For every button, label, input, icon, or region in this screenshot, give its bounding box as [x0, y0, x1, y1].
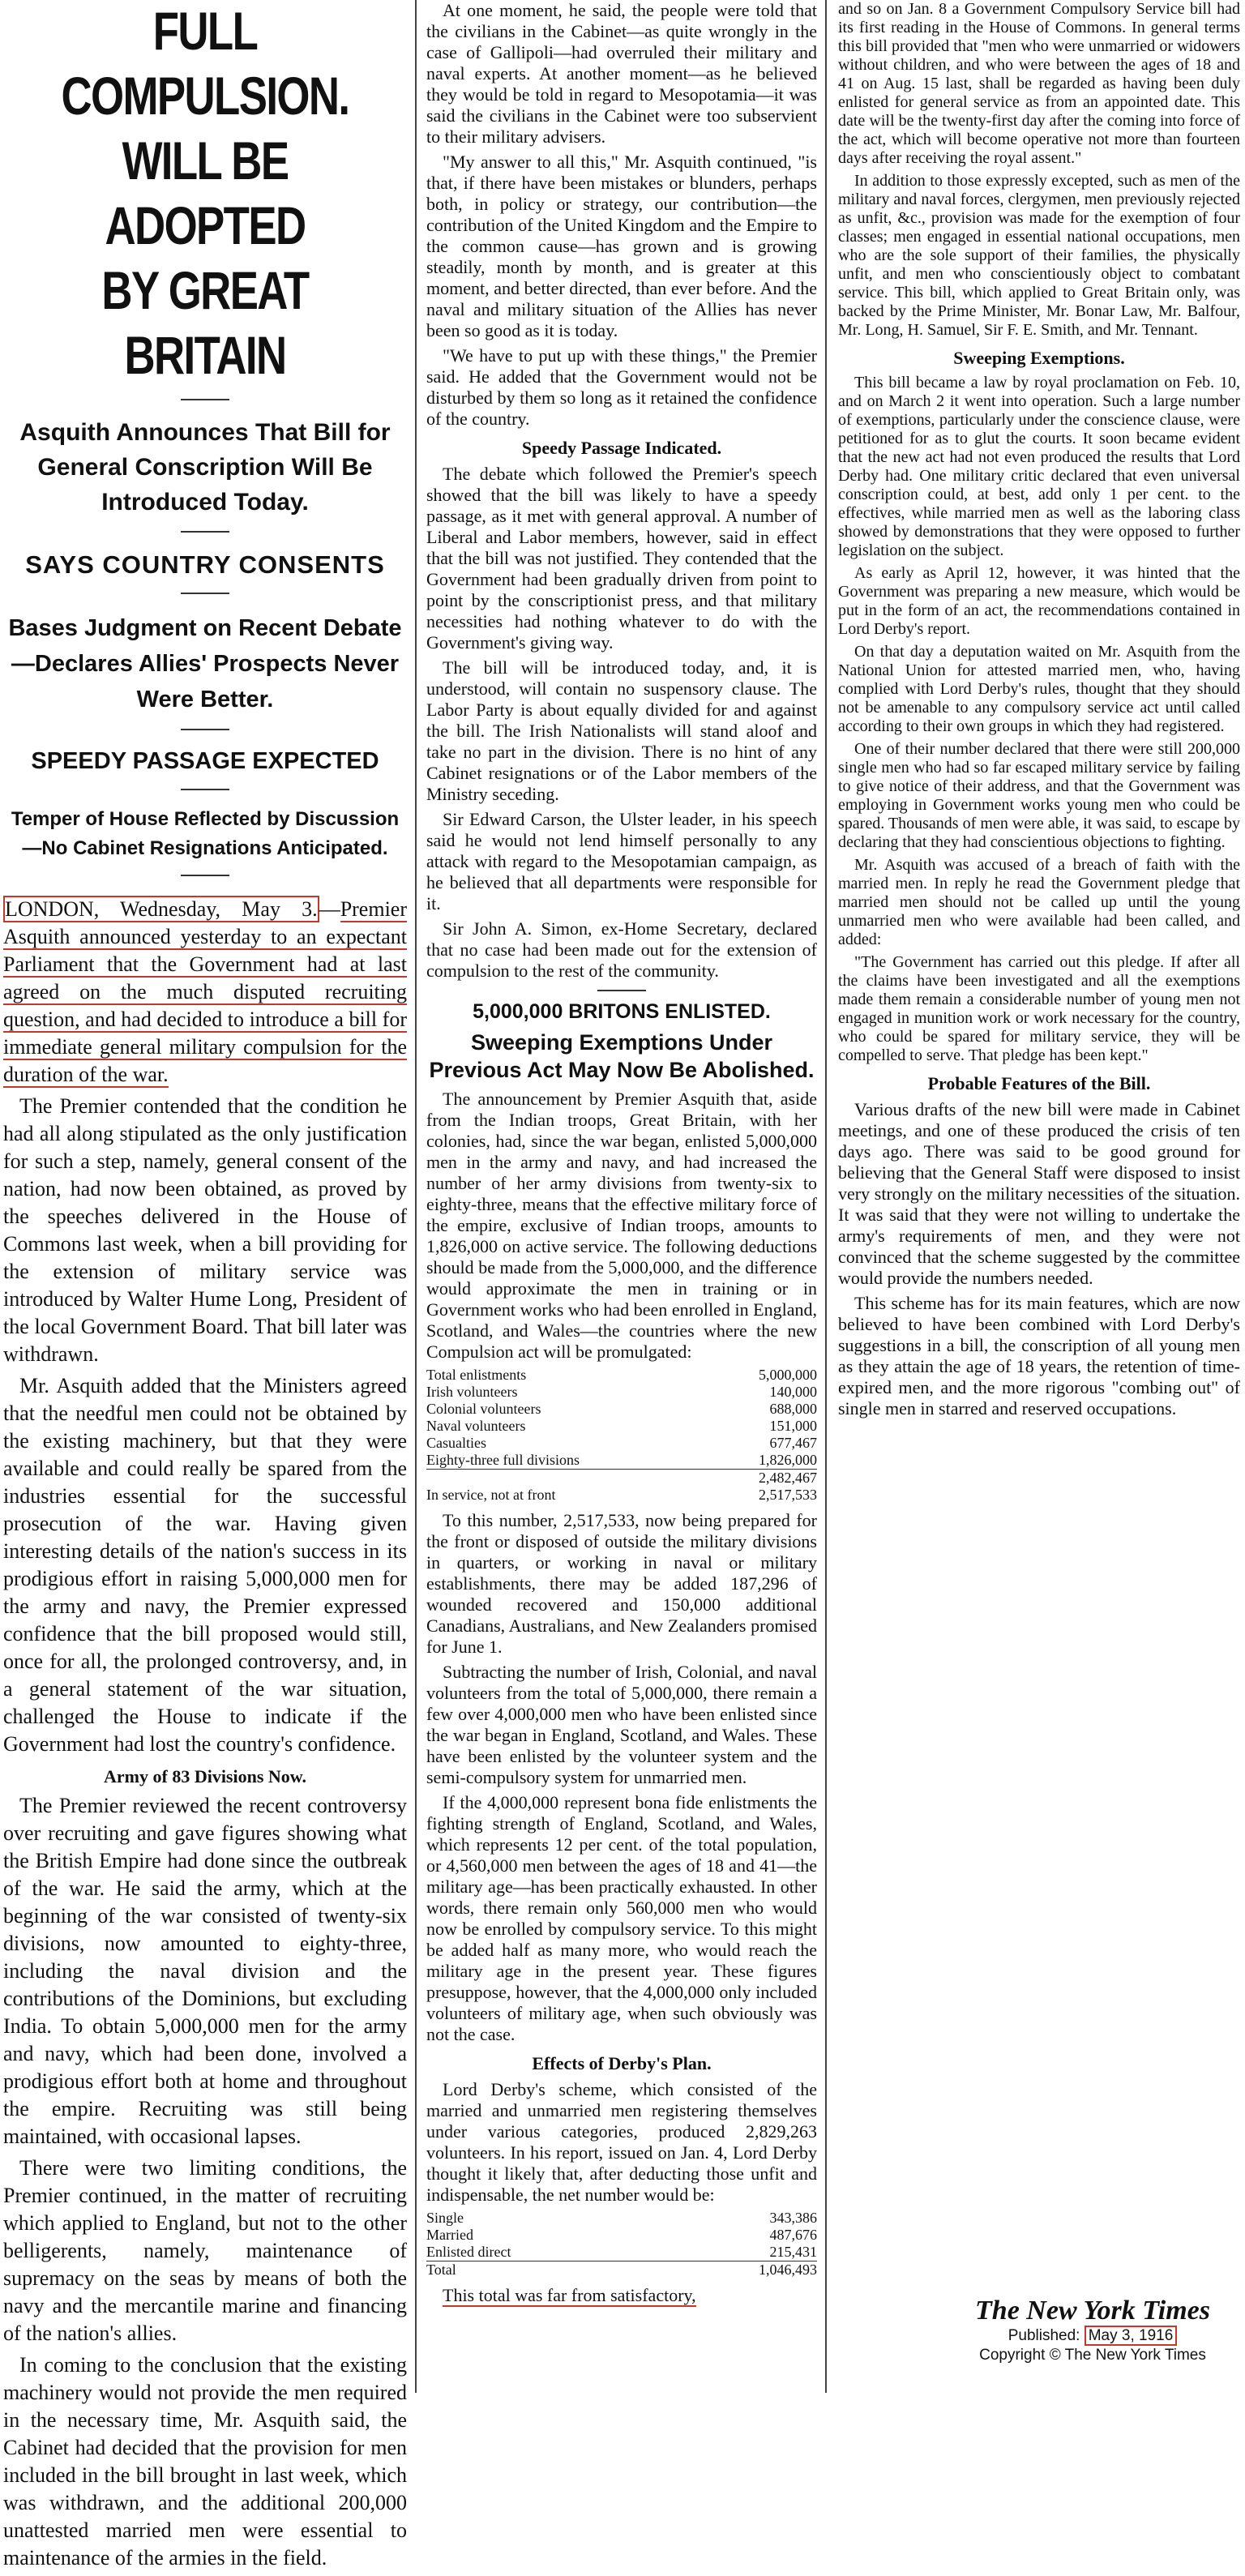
- table-row: [426, 2261, 817, 2279]
- divider: [181, 531, 229, 533]
- derby-table: [426, 2210, 817, 2279]
- table-label: Casualties: [426, 1435, 486, 1451]
- published-line: [940, 2326, 1245, 2346]
- subheading: Army of 83 Divisions Now.: [104, 1766, 306, 1787]
- column-rule-left: [415, 0, 417, 2393]
- nyt-logo: The New York Times: [975, 2296, 1210, 2326]
- deck-1: Asquith Announces That Bill for General Conscription Will Be Introduced Today.: [19, 419, 391, 516]
- section-heading: 5,000,000 BRITONS ENLISTED.: [473, 1000, 771, 1023]
- paragraph: At one moment, he said, the people were told that the civilians in the Cabinet—as quite wrongly in the case of Gallipoli—had overruled their military and naval experts. At another moment—as he believed they would be told in regard to Mesopotamia—it was said the civilians in the Cabinet were too subservient to their military advisers.: [426, 0, 817, 147]
- divider: [181, 729, 229, 730]
- column-rule-right: [825, 0, 827, 2393]
- table-value: 215,431: [769, 2244, 817, 2260]
- table-value: 487,676: [769, 2227, 817, 2243]
- headline-line-3: BY GREAT BRITAIN: [101, 260, 309, 385]
- paragraph: This scheme has for its main features, which are now believed to have been combined with Lord Derby's suggestions in a bill, the conscription of all young men as they attain the age of 18 years, the retention of time-expired men, and the more rigorous "combing out" of single men in starred and reserved occupations.: [838, 1293, 1240, 1419]
- table-label: Colonial volunteers: [426, 1401, 541, 1417]
- table-value: 688,000: [769, 1401, 817, 1417]
- paragraph: "The Government has carried out this pledge. If after all the claims have been investigated and all the exemptions made them remain a considerable number of young men not engaged in munition work or work necessary for the country, who could be spared for military service, they will be compelled to serve. That pledge has been kept.": [838, 953, 1240, 1064]
- table-label: Single: [426, 2210, 464, 2226]
- table-row: [426, 2244, 817, 2261]
- column-1: [0, 0, 413, 2576]
- table-label: Married: [426, 2227, 473, 2243]
- table-row: [426, 1435, 817, 1452]
- paragraph: If the 4,000,000 represent bona fide enlistments the fighting strength of England, Scotland, and Wales, which represents 12 per cent. of the total population, or 4,560,000 men between the ages of 18 and 41—the military age—has been practically exhausted. In other words, there remain only 560,000 men who would now be enrolled by compulsory service. To this might be added half as many more, who would reach the military age in the present year. These figures presuppose, however, that the 4,000,000 only included volunteers of military age, when such obviously was not the case.: [426, 1792, 817, 2044]
- headline-line-2: WILL BE ADOPTED: [105, 131, 306, 255]
- dateline: LONDON, Wednesday, May 3.: [5, 897, 318, 921]
- table-label: Enlisted direct: [426, 2244, 511, 2260]
- table-value: 1,046,493: [728, 2261, 817, 2279]
- paragraph: Lord Derby's scheme, which consisted of the married and unmarried men registering themselves under various categories, produced 2,829,263 volunteers. In his report, issued on Jan. 4, Lord Derby thought it likely that, after deducting those unfit and indispensable, the net number would be:: [426, 2079, 817, 2205]
- published-date: May 3, 1916: [1085, 2326, 1178, 2346]
- table-label: Total: [426, 2261, 728, 2279]
- headline: [3, 0, 407, 387]
- paragraph: Subtracting the number of Irish, Colonial, and naval volunteers from the total of 5,000,000, there remain a few over 4,000,000 men who have been enlisted since the war began in England, Scotland, and Wales. These have been enlisted by the volunteer system and the semi-compulsory system for unmarried men.: [426, 1662, 817, 1787]
- table-label: In service, not at front: [426, 1487, 556, 1503]
- table-value: 140,000: [769, 1384, 817, 1400]
- subheading: Effects of Derby's Plan.: [532, 2053, 712, 2073]
- paragraph: One of their number declared that there were still 200,000 single men who had so far escaped military service by failing to give notice of their address, and that the Government was employing in Government works young men who could be spared. Thousands of men were able, it was said, to escape by declaring that they had conscientious objections to fighting.: [838, 740, 1240, 851]
- enlistment-table: [426, 1367, 817, 1504]
- copyright: Copyright © The New York Times: [979, 2347, 1206, 2364]
- paragraph: In coming to the conclusion that the existing machinery would not provide the men required in the necessary time, Mr. Asquith said, the Cabinet had decided that the provision for men included in the bill brought in last week, which was withdrawn, and the additional 200,000 unattested married men were essential to maintenance of the armies in the field.: [3, 2353, 407, 2570]
- paragraph: Sir Edward Carson, the Ulster leader, in his speech said he would not lend himself personally to any attack with regard to the Mesopotamian campaign, as he believed that all departments were responsible for it.: [426, 809, 817, 914]
- lead-text: Premier Asquith announced yesterday to an expectant Parliament that the Government had at last agreed on the much disputed recruiting question, and had decided to introduce a bill for immediate general military compulsion for the duration of the war.: [3, 897, 407, 1086]
- table-row: [426, 1487, 817, 1504]
- divider: [181, 789, 229, 790]
- paragraph: The Premier contended that the condition he had all along stipulated as the only justification for such a step, namely, general consent of the nation, had now been obtained, as proved by the speeches delivered in the House of Commons last week, when a bill providing for the extension of military service was introduced by Walter Hume Long, President of the local Government Board. That bill later was withdrawn.: [3, 1094, 407, 1366]
- deck-4: SPEEDY PASSAGE EXPECTED: [31, 748, 379, 774]
- column-2: [420, 0, 824, 2310]
- published-label: Published:: [1008, 2327, 1080, 2344]
- paragraph: Sir John A. Simon, ex-Home Secretary, declared that no case had been made out for the extension of compulsion to the rest of the community.: [426, 918, 817, 981]
- table-row: [426, 1418, 817, 1435]
- table-sum: 2,482,467: [728, 1470, 817, 1487]
- table-row: [426, 1384, 817, 1401]
- table-label: Eighty-three full divisions: [426, 1452, 580, 1468]
- headline-line-1: FULL COMPULSION.: [61, 1, 349, 126]
- table-row: [426, 1367, 817, 1384]
- paragraph: Mr. Asquith added that the Ministers agreed that the needful men could not be obtained by the existing machinery, but that they were available and could really be spared from the industries essential for the successful prosecution of the war. Having given interesting details of the nation's success in its prodigious effort in raising 5,000,000 men for the army and navy, the Premier expressed confidence that the bill proposed would still, once for all, the prolonged controversy, and, in a general statement of the war situation, challenged the House to indicate if the Government had lost the country's confidence.: [3, 1374, 407, 1756]
- table-value: 151,000: [769, 1418, 817, 1434]
- table-row: [426, 1401, 817, 1418]
- divider: [181, 875, 229, 876]
- table-row: [426, 2210, 817, 2227]
- table-value: 5,000,000: [759, 1367, 817, 1383]
- paragraph: "My answer to all this," Mr. Asquith continued, "is that, if there have been mistakes or blunders, perhaps both, in policy or strategy, our contribution—the contribution of the United Kingdom and the Empire to the common cause—has grown and is growing steadily, month by month, and is greater at this moment, and better directed, than ever before. And the naval and military situation of the Allies has never been so good as it is today.: [426, 152, 817, 340]
- subheading: Speedy Passage Indicated.: [521, 438, 722, 458]
- paragraph: On that day a deputation waited on Mr. Asquith from the National Union for attested married men, who, having complied with Lord Derby's rules, thought that they should not be amenable to any compulsory service act until called according to their own groups in which they had registered.: [838, 643, 1240, 735]
- lead-paragraph: LONDON, Wednesday, May 3.—Premier Asquith announced yesterday to an expectant Parliament that the Government had at last agreed on the much disputed recruiting question, and had decided to introduce a bill for immediate general military compulsion for the duration of the war.: [3, 897, 407, 1086]
- paragraph: [426, 2285, 817, 2306]
- deck-3: Bases Judgment on Recent Debate—Declares Allies' Prospects Never Were Better.: [8, 615, 402, 712]
- paragraph: The debate which followed the Premier's speech showed that the bill was likely to have a speedy passage, as it met with general approval. A number of Liberal and Labor members, however, said in effect that the bill was not justified. They contended that the Government had been gradually driven from point to point by the conscriptionist press, and that military necessities had nothing whatever to do with the Government's giving way.: [426, 464, 817, 653]
- table-label: Total enlistments: [426, 1367, 527, 1383]
- paragraph: and so on Jan. 8 a Government Compulsory Service bill had its first reading in the House of Commons. In general terms this bill provided that "men who were unmarried or widowers without children, and who were between the ages of 18 and 41 on Aug. 15 last, shall be regarded as having been duly enlisted for general service as from an appointed date. This date will be the twenty-first day after the coming into force of the act, which will become operative not more than fourteen days after receiving the royal assent.": [838, 0, 1240, 167]
- table-value: 677,467: [769, 1435, 817, 1451]
- subheading: Probable Features of the Bill.: [927, 1073, 1151, 1093]
- deck-2: SAYS COUNTRY CONSENTS: [25, 550, 385, 579]
- divider: [597, 990, 646, 991]
- table-row: [426, 2227, 817, 2244]
- paragraph: "We have to put up with these things," the Premier said. He added that the Government would not be disturbed by them so long as it retained the confidence of the country.: [426, 345, 817, 429]
- divider: [181, 593, 229, 594]
- paragraph: To this number, 2,517,533, now being prepared for the front or disposed of outside the military divisions in quarters, or working in naval or military establishments, there may be added 187,296 of wounded recovered and 150,000 additional Canadians, Australians, and New Zealanders promised for June 1.: [426, 1510, 817, 1657]
- table-row: [426, 1452, 817, 1470]
- deck-5: Temper of House Reflected by Discussion—No Cabinet Resignations Anticipated.: [11, 808, 400, 859]
- paragraph: This bill became a law by royal proclamation on Feb. 10, and on March 2 it went into operation. Such a large number of exemptions, particularly under the conscience clause, were petitioned for as to glut the courts. It soon became evident that the new act had not even produced the results that Lord Derby had. One military critic declared that even universal conscription could, at best, add only 1 per cent. to the effectives, while married men as well as the laboring class showed by demonstrations that they were opposed to further legislation on the subject.: [838, 374, 1240, 559]
- section-deck: Sweeping Exemptions Under Previous Act May Now Be Abolished.: [429, 1030, 815, 1082]
- nyt-footer: [940, 2296, 1245, 2365]
- table-label: Naval volunteers: [426, 1418, 526, 1434]
- underlined-text: This total was far from satisfactory,: [443, 2285, 696, 2305]
- table-value: 2,517,533: [759, 1487, 817, 1503]
- subheading: Sweeping Exemptions.: [953, 348, 1125, 368]
- paragraph: Mr. Asquith was accused of a breach of faith with the married men. In reply he read the Government pledge that married men should not be called up until the young unmarried men who were available had been called, and added:: [838, 856, 1240, 948]
- divider: [181, 399, 229, 400]
- paragraph: As early as April 12, however, it was hinted that the Government was preparing a new measure, which would be put in the form of an act, the recommendations contained in Lord Derby's report.: [838, 564, 1240, 638]
- paragraph: The Premier reviewed the recent controversy over recruiting and gave figures showing what the British Empire had done since the outbreak of the war. He said the army, which at the beginning of the war consisted of twenty-six divisions, now amounted to eighty-three, including the naval division and the contributions of the Dominions, but excluding India. To obtain 5,000,000 men for the army and navy, which had been done, involved a prodigious effort both at home and throughout the empire. Recruiting was still being maintained, with occasional lapses.: [3, 1794, 407, 2148]
- table-label: Irish volunteers: [426, 1384, 518, 1400]
- paragraph: There were two limiting conditions, the Premier continued, in the matter of recruiting which applied to England, but not to the other belligerents, namely, maintenance of supremacy on the seas by means of both the navy and the mercantile marine and financing of the nation's allies.: [3, 2156, 407, 2345]
- table-value: 343,386: [769, 2210, 817, 2226]
- column-3: [830, 0, 1245, 1423]
- paragraph: Various drafts of the new bill were made in Cabinet meetings, and one of these produced the crisis of ten days ago. There was said to be good ground for believing that the General Staff were disposed to insist very strongly on the military necessities of the situation. It was said that they were not willing to undertake the army's requirements of men, and they were not convinced that the scheme suggested by the committee would provide the numbers needed.: [838, 1099, 1240, 1288]
- paragraph: In addition to those expressly excepted, such as men of the military and naval forces, clergymen, men previously rejected as unfit, &c., provision was made for the exemption of four classes; men engaged in essential national occupations, men who are the sole support of their families, the physically unfit, and men who conscientiously object to combatant service. This bill, which applied to Great Britain only, was backed by the Prime Minister, Mr. Bonar Law, Mr. Balfour, Mr. Long, H. Samuel, Sir F. E. Smith, and Mr. Tennant.: [838, 172, 1240, 339]
- table-value: 1,826,000: [759, 1452, 817, 1468]
- table-row: [426, 1470, 817, 1487]
- paragraph: The bill will be introduced today, and, it is understood, will contain no suspensory clause. The Labor Party is about equally divided for and against the bill. The Irish Nationalists will stand aloof and take no part in the division. There is no hint of any Cabinet resignations or of the Labor members of the Ministry seceding.: [426, 657, 817, 804]
- paragraph: The announcement by Premier Asquith that, aside from the Indian troops, Great Britain, with her colonies, had, since the war began, enlisted 5,000,000 men in the army and navy, and had increased the number of her army divisions from twenty-six to eighty-three, means that the effective military force of the empire, exclusive of Indian troops, amounts to 1,826,000 on active service. The following deductions should be made from the 5,000,000, and the difference would approximate the men in training or in Government works who had been enrolled in England, Scotland, and Wales—the countries where the new Compulsion act will be promulgated:: [426, 1089, 817, 1362]
